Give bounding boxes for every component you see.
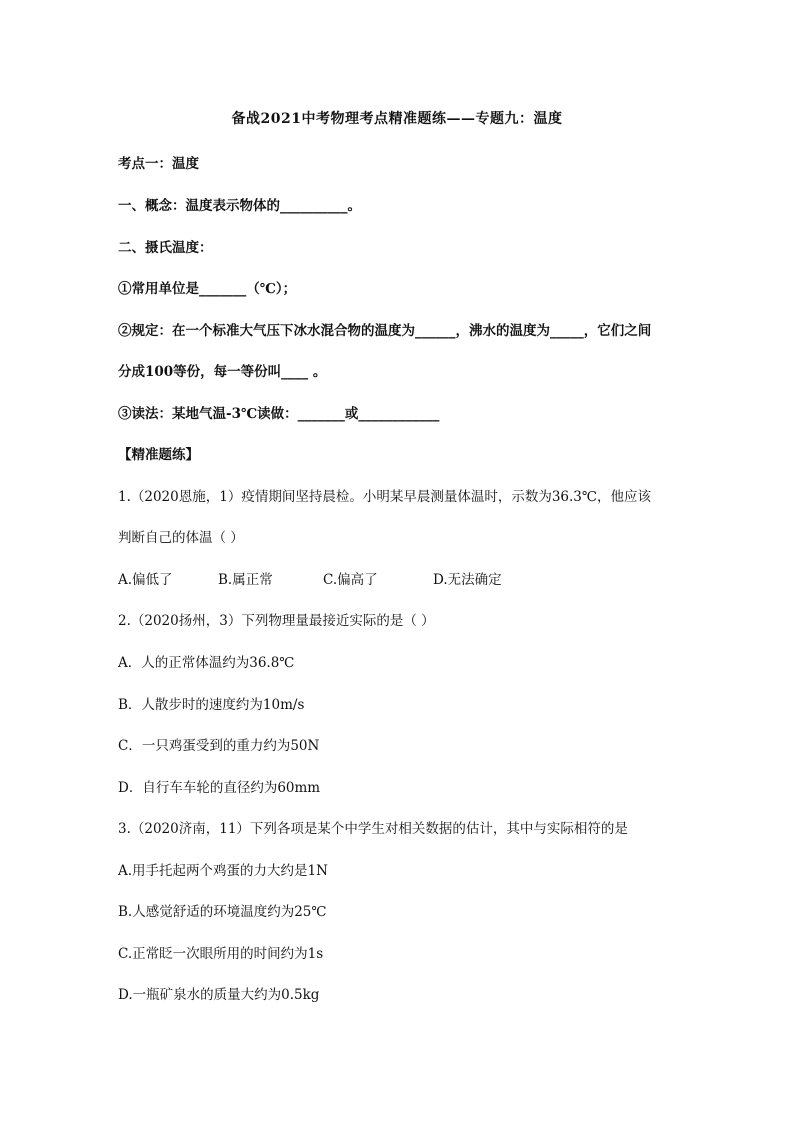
question-3-option-b: B.人感觉舒适的环境温度约为25℃: [118, 904, 327, 920]
question-2-option-c: C．一只鸡蛋受到的重力约为50N: [118, 738, 320, 754]
question-1-option-b: B.属正常: [218, 572, 273, 588]
question-3-option-a: A.用手托起两个鸡蛋的力大约是1N: [118, 863, 328, 879]
unit-line: ①常用单位是_______（℃）；: [118, 281, 297, 297]
document-title: 备战2021中考物理考点精准题练——专题九：温度: [231, 111, 563, 127]
celsius-heading: 二、摄氏温度：: [118, 240, 213, 256]
question-1-stem-2: 判断自己的体温（ ）: [118, 530, 244, 546]
question-2-option-d: D．自行车车轮的直径约为60mm: [118, 780, 321, 796]
section-heading: 考点一：温度: [118, 156, 199, 172]
question-1-option-d: D.无法确定: [433, 572, 502, 588]
question-1-options: [118, 568, 502, 588]
question-1-option-a: A.偏低了: [118, 572, 173, 588]
practice-heading: 【精准题练】: [118, 447, 199, 463]
concept-line: 一、概念：温度表示物体的__________。: [118, 198, 361, 214]
rule-line-2: 分成100等份，每一等份叫____ 。: [118, 364, 327, 380]
rule-line-1: ②规定：在一个标准大气压下冰水混合物的温度为______，沸水的温度为_____，它们之间: [118, 323, 652, 339]
question-1-stem-1: 1.（2020恩施，1）疫情期间坚持晨检。小明某早晨测量体温时，示数为36.3℃，他应该: [118, 489, 651, 505]
question-3-option-c: C.正常眨一次眼所用的时间约为1s: [118, 946, 324, 962]
reading-line: ③读法：某地气温-3℃读做：_______或____________: [118, 406, 440, 422]
question-2-option-b: B．人散步时的速度约为10m/s: [118, 697, 305, 713]
question-3-option-d: D.一瓶矿泉水的质量大约为0.5kg: [118, 987, 320, 1003]
question-2-option-a: A．人的正常体温约为36.8℃: [118, 655, 295, 671]
question-2-stem: 2.（2020扬州，3）下列物理量最接近实际的是（ ）: [118, 613, 435, 629]
question-1-option-c: C.偏高了: [323, 572, 378, 588]
question-3-stem: 3.（2020济南，11）下列各项是某个中学生对相关数据的估计，其中与实际相符的是: [118, 821, 628, 837]
